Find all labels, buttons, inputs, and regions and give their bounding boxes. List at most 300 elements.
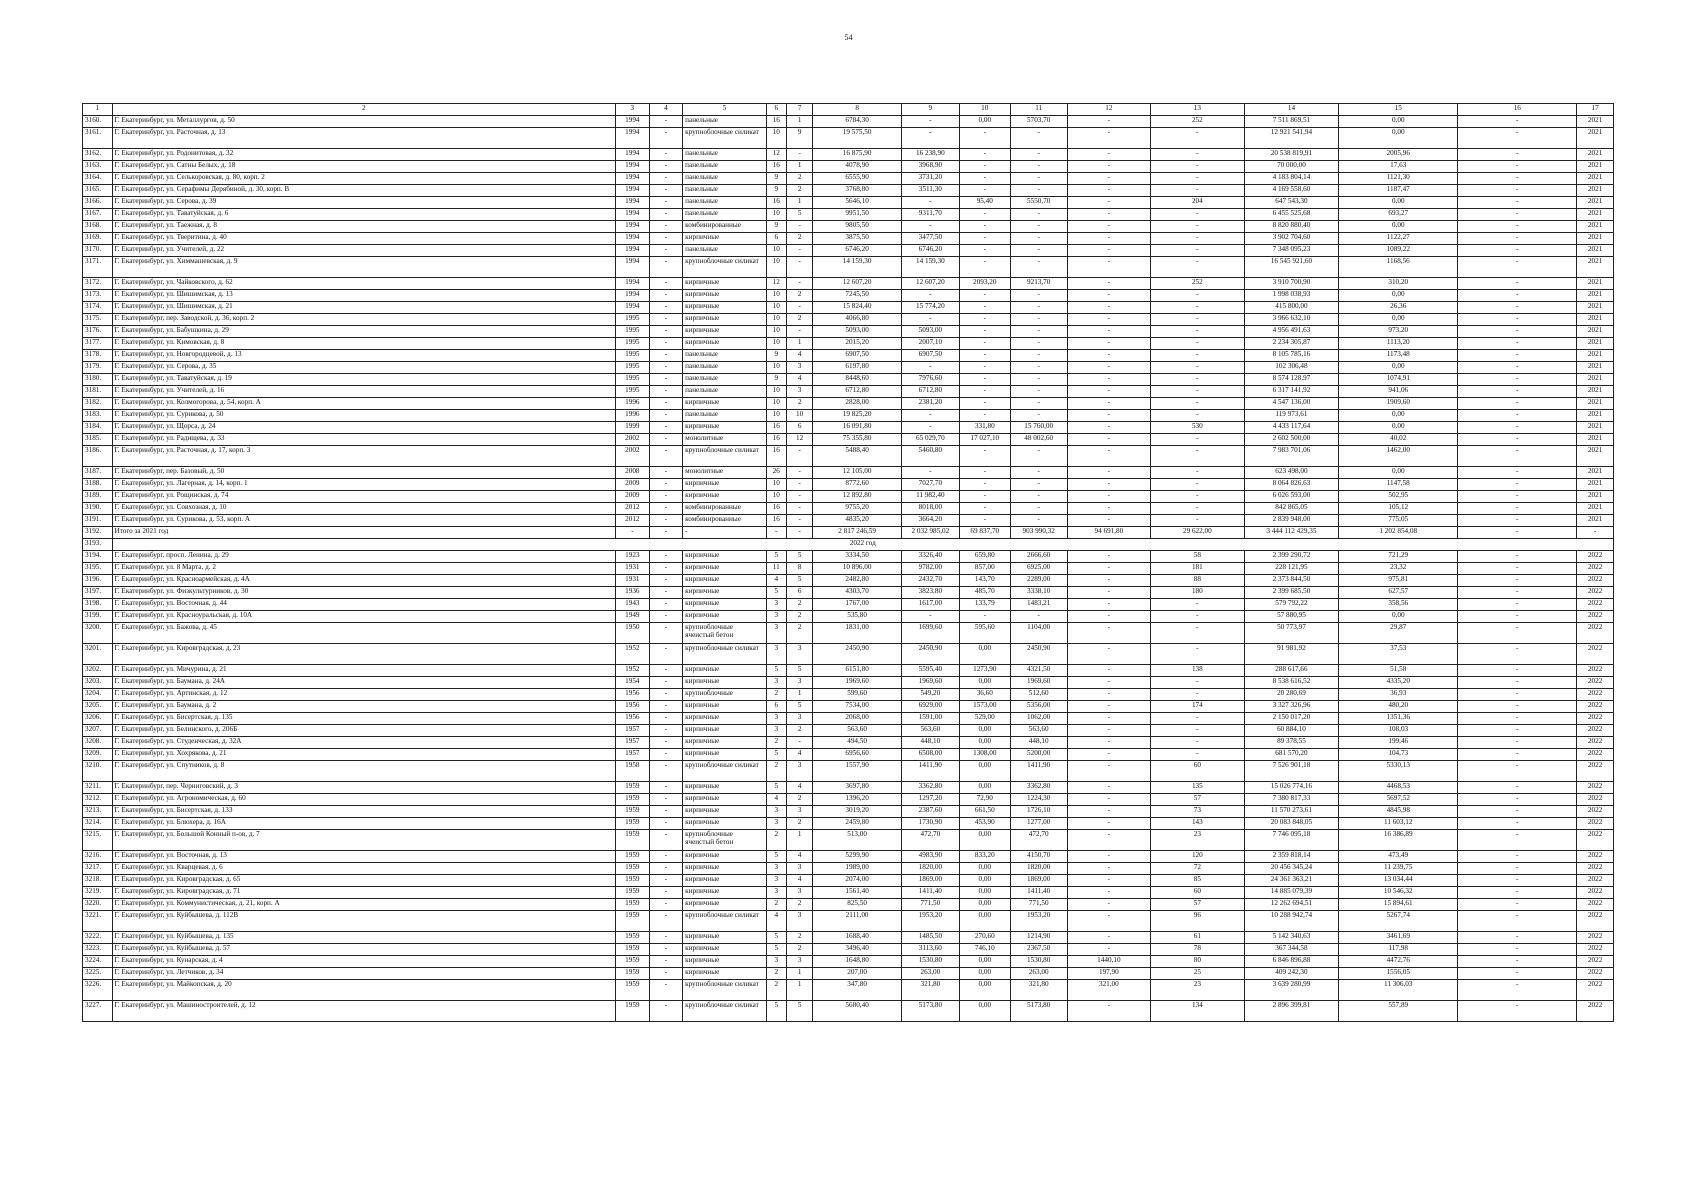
- cell-specific-cost: 0,00: [1339, 611, 1458, 623]
- cell-floors: 3: [766, 818, 786, 830]
- cell-residential-area: 5093,00: [901, 326, 959, 338]
- cell-specific-cost: 480,20: [1339, 701, 1458, 713]
- table-row: [83, 911, 1614, 932]
- cell-municipal-area: -: [1067, 665, 1150, 677]
- cell-wall-material: панельные: [683, 410, 766, 422]
- table-row: [83, 290, 1614, 302]
- cell-entrances: 2: [786, 185, 812, 197]
- cell-nonresidential-area: 0,00: [959, 782, 1010, 794]
- cell-residential-area: 3664,20: [901, 515, 959, 527]
- cell-row-number: 3221.: [83, 911, 113, 932]
- cell-year-built: 1994: [616, 197, 650, 209]
- cell-year-built: 1949: [616, 611, 650, 623]
- cell-floors: 5: [766, 932, 786, 944]
- cell-residential-area: 3477,50: [901, 233, 959, 245]
- cell-planned-year: 2021: [1577, 515, 1614, 527]
- cell-wall-material: панельные: [683, 374, 766, 386]
- cell-owners-area: 263,00: [1010, 968, 1067, 980]
- cell-planned-year: 2021: [1577, 446, 1614, 467]
- cell-residents: 60: [1151, 887, 1245, 899]
- cell-wall-material: панельные: [683, 245, 766, 257]
- cell-specific-cost: 117,98: [1339, 944, 1458, 956]
- cell-column-16: -: [1458, 611, 1577, 623]
- cell-total-area: 19 825,20: [813, 410, 902, 422]
- cell-planned-year: 2021: [1577, 410, 1614, 422]
- cell-residential-area: 2432,70: [901, 575, 959, 587]
- cell-owners-area: 1820,00: [1010, 863, 1067, 875]
- cell-residential-area: 3326,40: [901, 551, 959, 563]
- cell-residents: -: [1151, 434, 1245, 446]
- cell-total-area: 2015,20: [813, 338, 902, 350]
- column-header: 13: [1151, 104, 1245, 116]
- cell-planned-year: 2021: [1577, 386, 1614, 398]
- cell-residential-area: 65 029,70: [901, 434, 959, 446]
- cell-year-reconstructed: -: [649, 467, 683, 479]
- cell-specific-cost: 557,89: [1339, 1001, 1458, 1022]
- cell-residents: -: [1151, 314, 1245, 326]
- cell-year-built: 1994: [616, 278, 650, 290]
- cell-specific-cost: 941,06: [1339, 386, 1458, 398]
- cell-residential-area: -: [901, 314, 959, 326]
- cell-municipal-area: -: [1067, 899, 1150, 911]
- table-row: [83, 932, 1614, 944]
- cell-total-area: 6746,20: [813, 245, 902, 257]
- table-body: [83, 104, 1614, 1022]
- cell-specific-cost: 0,00: [1339, 128, 1458, 149]
- cell-year-reconstructed: -: [649, 956, 683, 968]
- cell-specific-cost: 11 603,12: [1339, 818, 1458, 830]
- table-row: [83, 362, 1614, 374]
- cell-specific-cost: 0,00: [1339, 290, 1458, 302]
- cell-total-area: 75 355,80: [813, 434, 902, 446]
- cell-residents: -: [1151, 677, 1245, 689]
- cell-owners-area: -: [1010, 233, 1067, 245]
- cell-owners-area: -: [1010, 467, 1067, 479]
- table-row: [83, 386, 1614, 398]
- table-row: [83, 467, 1614, 479]
- cell-column-16: -: [1458, 257, 1577, 278]
- cell-row-number: 3172.: [83, 278, 113, 290]
- cell-column-16: -: [1458, 446, 1577, 467]
- cell-cost: 8 105 785,16: [1244, 350, 1339, 362]
- cell-total-area: 3334,50: [813, 551, 902, 563]
- cell-wall-material: кирпичные: [683, 398, 766, 410]
- cell-total-area: 6555,90: [813, 173, 902, 185]
- cell-nonresidential-area: 857,00: [959, 563, 1010, 575]
- cell-nonresidential-area: 133,79: [959, 599, 1010, 611]
- cell-residential-area: -: [901, 221, 959, 233]
- cell-owners-area: 5356,00: [1010, 701, 1067, 713]
- cell-residents: -: [1151, 290, 1245, 302]
- cell-address: Г. Екатеринбург, ул. Родонитовая, д. 32: [112, 149, 616, 161]
- cell-entrances: 1: [786, 197, 812, 209]
- cell-wall-material: крупноблочные силикат: [683, 446, 766, 467]
- table-row: [83, 587, 1614, 599]
- cell-address: Г. Екатеринбург, ул. Летчиков, д. 34: [112, 968, 616, 980]
- cell-address: Г. Екатеринбург, ул. Хохрякова, д. 21: [112, 749, 616, 761]
- cell-row-number: 3226.: [83, 980, 113, 1001]
- cell-residents: -: [1151, 173, 1245, 185]
- cell-address: Г. Екатеринбург, ул. Студенческая, д. 32А: [112, 737, 616, 749]
- cell-floors: 5: [766, 1001, 786, 1022]
- cell-floors: 10: [766, 326, 786, 338]
- cell-owners-area: 1969,60: [1010, 677, 1067, 689]
- cell-nonresidential-area: -: [959, 374, 1010, 386]
- cell-wall-material: кирпичные: [683, 701, 766, 713]
- cell-owners-area: 1224,30: [1010, 794, 1067, 806]
- cell-specific-cost: 1074,91: [1339, 374, 1458, 386]
- cell-year-built: 1996: [616, 410, 650, 422]
- cell-municipal-area: -: [1067, 209, 1150, 221]
- cell-cost: 6 846 896,88: [1244, 956, 1339, 968]
- cell-specific-cost: 973,20: [1339, 326, 1458, 338]
- cell-floors: 5: [766, 587, 786, 599]
- cell-entrances: 3: [786, 713, 812, 725]
- cell-planned-year: 2021: [1577, 233, 1614, 245]
- cell-residential-area: -: [901, 116, 959, 128]
- table-row: [83, 491, 1614, 503]
- cell-nonresidential-area: -: [959, 479, 1010, 491]
- cell-entrances: 4: [786, 374, 812, 386]
- cell-column-16: -: [1458, 575, 1577, 587]
- cell-specific-cost: 1187,47: [1339, 185, 1458, 197]
- cell-cost: 1 998 038,93: [1244, 290, 1339, 302]
- cell-column-16: -: [1458, 713, 1577, 725]
- cell-municipal-area: -: [1067, 761, 1150, 782]
- cell-total-area: 3768,80: [813, 185, 902, 197]
- year-section-row: [83, 539, 1614, 551]
- cell-residential-area: 2 032 985,02: [901, 527, 959, 539]
- cell-row-number: 3173.: [83, 290, 113, 302]
- table-row: [83, 830, 1614, 851]
- cell-total-area: 9755,20: [813, 503, 902, 515]
- cell-cost: 4 183 804,14: [1244, 173, 1339, 185]
- cell-total-area: 5646,10: [813, 197, 902, 209]
- column-header: 14: [1244, 104, 1339, 116]
- cell-planned-year: 2022: [1577, 623, 1614, 644]
- cell-total-area: 16 875,90: [813, 149, 902, 161]
- cell-row-number: 3178.: [83, 350, 113, 362]
- cell-residential-area: -: [901, 422, 959, 434]
- cell-floors: 4: [766, 794, 786, 806]
- cell-residents: -: [1151, 362, 1245, 374]
- cell-residential-area: -: [901, 410, 959, 422]
- cell-year-reconstructed: -: [649, 491, 683, 503]
- cell-floors: 16: [766, 197, 786, 209]
- table-row: [83, 806, 1614, 818]
- cell-floors: 10: [766, 245, 786, 257]
- cell-municipal-area: -: [1067, 386, 1150, 398]
- cell-floors: 5: [766, 551, 786, 563]
- cell-address: Г. Екатеринбург, ул. Агрономическая, д. 60: [112, 794, 616, 806]
- cell-year-reconstructed: -: [649, 1001, 683, 1022]
- cell-total-area: 3697,80: [813, 782, 902, 794]
- table-row: [83, 350, 1614, 362]
- cell-floors: -: [766, 527, 786, 539]
- cell-cost: 16 545 921,60: [1244, 257, 1339, 278]
- cell-address: Г. Екатеринбург, ул. Рощинская, д. 74: [112, 491, 616, 503]
- cell-column-16: -: [1458, 818, 1577, 830]
- cell-specific-cost: 17,63: [1339, 161, 1458, 173]
- cell-wall-material: крупноблочные ячеистый бетон: [683, 830, 766, 851]
- cell-wall-material: кирпичные: [683, 818, 766, 830]
- cell-municipal-area: -: [1067, 197, 1150, 209]
- cell-owners-area: 4321,50: [1010, 665, 1067, 677]
- cell-year-reconstructed: -: [649, 398, 683, 410]
- cell-specific-cost: 11 239,75: [1339, 863, 1458, 875]
- cell-nonresidential-area: -: [959, 515, 1010, 527]
- cell-wall-material: крупноблочные силикат: [683, 911, 766, 932]
- cell-column-16: -: [1458, 677, 1577, 689]
- cell-address: Г. Екатеринбург, ул. Бисертская, д. 135: [112, 713, 616, 725]
- cell-row-number: 3193.: [83, 539, 113, 551]
- cell-wall-material: панельные: [683, 173, 766, 185]
- cell-total-area: 4303,70: [813, 587, 902, 599]
- cell-owners-area: -: [1010, 491, 1067, 503]
- year-section-label: 2022 год: [112, 539, 1614, 551]
- cell-year-built: 1994: [616, 257, 650, 278]
- cell-year-reconstructed: -: [649, 185, 683, 197]
- cell-residents: 58: [1151, 551, 1245, 563]
- cell-residents: 72: [1151, 863, 1245, 875]
- cell-entrances: 2: [786, 398, 812, 410]
- cell-entrances: 2: [786, 314, 812, 326]
- cell-address: Г. Екатеринбург, ул. Машиностроителей, д. 12: [112, 1001, 616, 1022]
- cell-entrances: 2: [786, 725, 812, 737]
- cell-total-area: 6151,80: [813, 665, 902, 677]
- cell-address: Г. Екатеринбург, ул. Колмогорова, д. 54, корп. А: [112, 398, 616, 410]
- cell-planned-year: 2022: [1577, 611, 1614, 623]
- table-row: [83, 677, 1614, 689]
- cell-nonresidential-area: 0,00: [959, 863, 1010, 875]
- cell-wall-material: кирпичные: [683, 302, 766, 314]
- cell-entrances: 3: [786, 677, 812, 689]
- cell-owners-area: 472,70: [1010, 830, 1067, 851]
- cell-total-area: 1989,00: [813, 863, 902, 875]
- cell-year-reconstructed: -: [649, 128, 683, 149]
- cell-residential-area: -: [901, 611, 959, 623]
- cell-wall-material: кирпичные: [683, 737, 766, 749]
- column-number-row: [83, 104, 1614, 116]
- cell-owners-area: -: [1010, 398, 1067, 410]
- cell-specific-cost: 2005,96: [1339, 149, 1458, 161]
- cell-entrances: 5: [786, 1001, 812, 1022]
- cell-residential-area: 1297,20: [901, 794, 959, 806]
- table-row: [83, 611, 1614, 623]
- cell-municipal-area: -: [1067, 863, 1150, 875]
- cell-total-area: 12 105,00: [813, 467, 902, 479]
- cell-planned-year: 2021: [1577, 161, 1614, 173]
- cell-residential-area: 1411,90: [901, 761, 959, 782]
- column-header: 11: [1010, 104, 1067, 116]
- cell-planned-year: 2021: [1577, 290, 1614, 302]
- cell-year-built: 1959: [616, 875, 650, 887]
- cell-total-area: 15 824,40: [813, 302, 902, 314]
- cell-cost: 8 538 616,52: [1244, 677, 1339, 689]
- cell-entrances: 12: [786, 434, 812, 446]
- cell-row-number: 3198.: [83, 599, 113, 611]
- cell-total-area: 9805,50: [813, 221, 902, 233]
- cell-owners-area: 6925,00: [1010, 563, 1067, 575]
- cell-residential-area: 1820,00: [901, 863, 959, 875]
- cell-address: Г. Екатеринбург, ул. Серафимы Дерябиной, д. 30, корп. В: [112, 185, 616, 197]
- cell-column-16: -: [1458, 374, 1577, 386]
- cell-municipal-area: -: [1067, 410, 1150, 422]
- cell-nonresidential-area: -: [959, 257, 1010, 278]
- cell-specific-cost: 26,36: [1339, 302, 1458, 314]
- table-row: [83, 479, 1614, 491]
- cell-floors: 16: [766, 434, 786, 446]
- cell-floors: 16: [766, 116, 786, 128]
- cell-nonresidential-area: -: [959, 410, 1010, 422]
- cell-column-16: -: [1458, 887, 1577, 899]
- table-row: [83, 161, 1614, 173]
- cell-owners-area: 5550,70: [1010, 197, 1067, 209]
- cell-planned-year: 2021: [1577, 221, 1614, 233]
- cell-owners-area: -: [1010, 338, 1067, 350]
- cell-row-number: 3212.: [83, 794, 113, 806]
- cell-year-built: 1931: [616, 563, 650, 575]
- cell-row-number: 3200.: [83, 623, 113, 644]
- cell-total-area: 10 896,00: [813, 563, 902, 575]
- page-number: 54: [844, 33, 853, 42]
- table-row: [83, 209, 1614, 221]
- cell-address: Г. Екатеринбург, ул. Сурикова, д. 50: [112, 410, 616, 422]
- cell-owners-area: -: [1010, 173, 1067, 185]
- cell-row-number: 3166.: [83, 197, 113, 209]
- cell-column-16: -: [1458, 362, 1577, 374]
- column-header: 1: [83, 104, 113, 116]
- cell-year-reconstructed: -: [649, 818, 683, 830]
- cell-wall-material: панельные: [683, 350, 766, 362]
- cell-floors: 3: [766, 863, 786, 875]
- table-row: [83, 887, 1614, 899]
- cell-wall-material: кирпичные: [683, 713, 766, 725]
- cell-specific-cost: 0,00: [1339, 422, 1458, 434]
- cell-entrances: 4: [786, 782, 812, 794]
- cell-planned-year: -: [1577, 527, 1614, 539]
- cell-specific-cost: 1909,60: [1339, 398, 1458, 410]
- cell-total-area: 8448,60: [813, 374, 902, 386]
- cell-owners-area: -: [1010, 446, 1067, 467]
- table-row: [83, 689, 1614, 701]
- cell-year-reconstructed: -: [649, 197, 683, 209]
- cell-entrances: 4: [786, 875, 812, 887]
- cell-entrances: 2: [786, 944, 812, 956]
- cell-residential-area: 3362,80: [901, 782, 959, 794]
- cell-planned-year: 2021: [1577, 362, 1614, 374]
- cell-residential-area: 3731,20: [901, 173, 959, 185]
- table-row: [83, 701, 1614, 713]
- cell-address: Итого за 2021 год: [112, 527, 616, 539]
- cell-column-16: -: [1458, 422, 1577, 434]
- cell-nonresidential-area: -: [959, 338, 1010, 350]
- cell-address: Г. Екатеринбург, ул. Кировградская, д. 65: [112, 875, 616, 887]
- cell-municipal-area: 1440,10: [1067, 956, 1150, 968]
- cell-municipal-area: -: [1067, 749, 1150, 761]
- cell-nonresidential-area: 453,90: [959, 818, 1010, 830]
- cell-wall-material: кирпичные: [683, 677, 766, 689]
- cell-year-reconstructed: -: [649, 644, 683, 665]
- cell-column-16: -: [1458, 737, 1577, 749]
- cell-entrances: -: [786, 527, 812, 539]
- cell-owners-area: 1062,00: [1010, 713, 1067, 725]
- cell-total-area: 2074,00: [813, 875, 902, 887]
- cell-row-number: 3184.: [83, 422, 113, 434]
- table-row: [83, 149, 1614, 161]
- cell-row-number: 3210.: [83, 761, 113, 782]
- cell-entrances: 3: [786, 806, 812, 818]
- cell-municipal-area: -: [1067, 911, 1150, 932]
- cell-cost: 50 773,97: [1244, 623, 1339, 644]
- cell-owners-area: -: [1010, 302, 1067, 314]
- cell-floors: 9: [766, 173, 786, 185]
- cell-residents: 73: [1151, 806, 1245, 818]
- cell-specific-cost: 1147,58: [1339, 479, 1458, 491]
- cell-wall-material: панельные: [683, 185, 766, 197]
- column-header: 7: [786, 104, 812, 116]
- cell-row-number: 3171.: [83, 257, 113, 278]
- cell-nonresidential-area: -: [959, 185, 1010, 197]
- cell-planned-year: 2022: [1577, 1001, 1614, 1022]
- cell-residential-area: 9311,70: [901, 209, 959, 221]
- cell-row-number: 3168.: [83, 221, 113, 233]
- cell-column-16: -: [1458, 563, 1577, 575]
- table-row: [83, 749, 1614, 761]
- cell-address: Г. Екатеринбург, ул. Баумана, д. 2: [112, 701, 616, 713]
- cell-total-area: 5680,40: [813, 1001, 902, 1022]
- cell-municipal-area: -: [1067, 290, 1150, 302]
- cell-planned-year: 2021: [1577, 149, 1614, 161]
- cell-residents: -: [1151, 233, 1245, 245]
- cell-year-built: 1995: [616, 386, 650, 398]
- cell-floors: 9: [766, 185, 786, 197]
- table-row: [83, 173, 1614, 185]
- cell-address: Г. Екатеринбург, ул. Серова, д. 39: [112, 197, 616, 209]
- cell-owners-area: -: [1010, 149, 1067, 161]
- cell-residential-area: 6929,00: [901, 701, 959, 713]
- cell-residents: -: [1151, 479, 1245, 491]
- cell-planned-year: 2021: [1577, 116, 1614, 128]
- cell-year-built: 1959: [616, 932, 650, 944]
- cell-total-area: 7534,00: [813, 701, 902, 713]
- cell-planned-year: 2022: [1577, 956, 1614, 968]
- cell-row-number: 3214.: [83, 818, 113, 830]
- cell-residents: -: [1151, 398, 1245, 410]
- cell-planned-year: 2021: [1577, 209, 1614, 221]
- table-row: [83, 398, 1614, 410]
- cell-address: Г. Екатеринбург, ул. Кировградская, д. 71: [112, 887, 616, 899]
- cell-year-reconstructed: -: [649, 830, 683, 851]
- cell-owners-area: -: [1010, 386, 1067, 398]
- table-row: [83, 221, 1614, 233]
- cell-owners-area: 1277,00: [1010, 818, 1067, 830]
- cell-municipal-area: -: [1067, 932, 1150, 944]
- cell-floors: 2: [766, 689, 786, 701]
- cell-residents: -: [1151, 515, 1245, 527]
- table-row: [83, 278, 1614, 290]
- table-row: [83, 956, 1614, 968]
- cell-municipal-area: -: [1067, 314, 1150, 326]
- cell-floors: 3: [766, 806, 786, 818]
- cell-cost: 4 433 117,64: [1244, 422, 1339, 434]
- cell-owners-area: 1411,40: [1010, 887, 1067, 899]
- cell-entrances: 3: [786, 362, 812, 374]
- cell-column-16: -: [1458, 491, 1577, 503]
- cell-municipal-area: -: [1067, 782, 1150, 794]
- cell-nonresidential-area: 659,80: [959, 551, 1010, 563]
- cell-cost: 70 000,00: [1244, 161, 1339, 173]
